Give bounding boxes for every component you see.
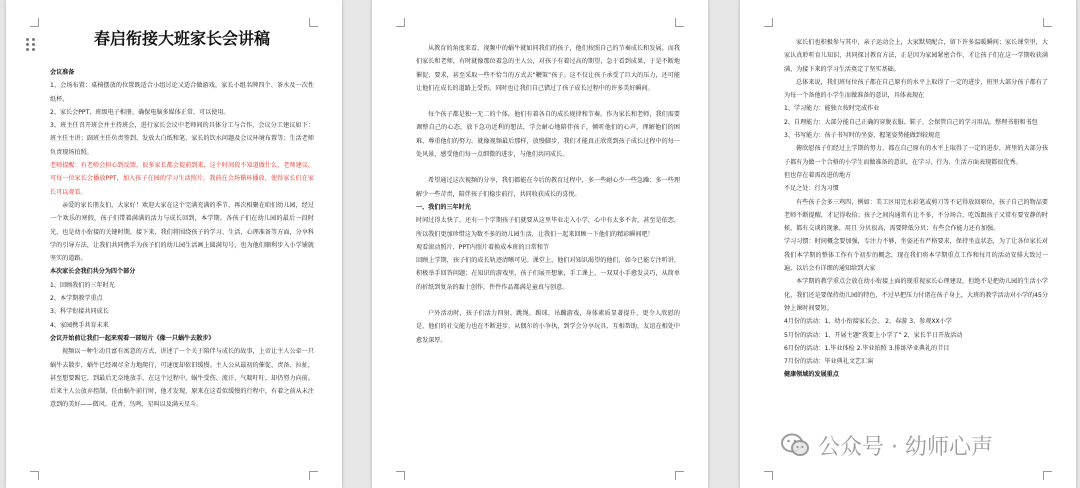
crop-mark [30, 471, 39, 480]
document-page-3 [740, 0, 1076, 488]
page-2-content [416, 42, 680, 476]
paragraph: 5月份的活动：1、开展主题“我要上小学了” 2、家长半日开放活动 [784, 331, 963, 339]
paragraph: 2、自理能力：大部分能自己正确的穿脱衣服、鞋子，会保管自己的学习用品，整理书册和书包 [784, 118, 1038, 126]
paragraph: 老师提醒：有老师会担心到反馈，很多家长都会提前到来，这个时间段不知道做什么，老师建议，可每一位家长会播放PPT，加入孩子在园的学习生活照片，我前在会场循环播放，使得家长们在家长可以观看。 [50, 162, 314, 196]
table-move-handle-icon[interactable] [26, 38, 36, 50]
crop-mark [764, 18, 773, 27]
page-2-body [416, 42, 680, 347]
section-heading: 会议开始前让我们一起来观看一部短片《像一只蜗牛去散步》 [50, 334, 215, 342]
paragraph: 学习习惯：时间概念要加强，专注力不够，坐姿还有严格要求，保持坐直状态，为了让各位家长对我们本学期的整体工作有个初步的概念，现在我们将本学期重点工作和每月的活动安排大致过一遍，以后会有详细的通知给到大家 [784, 238, 1048, 273]
crop-mark [396, 471, 405, 480]
crop-mark [309, 18, 318, 27]
crop-mark [396, 18, 405, 27]
paragraph: 希望通过这次视频的分享，我们都能在今后的教育过程中，多一些耐心少一些急躁；多一些理解少一些苛责，陪伴孩子们稳步前行，共同收获成长的喜悦。 [416, 177, 680, 198]
paragraph: 不足之处：行为习惯 [784, 185, 839, 193]
paragraph: 1、学习能力：能独立按时完成作业 [784, 105, 880, 113]
paragraph: 时间过得太快了，还有一个学期孩子们就要从这里毕业走入小学，心中有太多不舍，甚至是依恋，所以我们更加珍惜这为数不多的幼儿园生活，让我们一起来回顾一下他们的精彩瞬间吧！ [416, 217, 680, 238]
wechat-icon [780, 432, 810, 458]
paragraph: 4月份的活动：1、幼小衔接家长会、 2、春游 3、参观XX小学 [784, 318, 952, 326]
paragraph-spacer [416, 161, 680, 174]
paragraph-spacer [416, 294, 680, 307]
page-1-body [50, 66, 314, 412]
section-heading: 会议准备 [50, 69, 75, 76]
crop-mark [675, 18, 684, 27]
document-title: 春启衔接大班家长会讲稿 [93, 29, 270, 48]
paragraph: 亲爱的家长朋友们，大家好！欢迎大家在这个完满充满的季节，再次相聚在咱们幼儿园，经过一个欢乐的寒假，孩子们带着满满的活力与成长回到，本学期，各孩子们在幼儿园的最后一段时光，也是幼小衔接的关键时期，接下来，我们将围绕孩子的学习、生活、心理准备等方面，分享科学的引导方法，让我们共同携手为孩子们的幼儿园生活画上圆满句号，也为他们顺利步入小学铺就坚实的道路。 [50, 201, 314, 263]
page-3-body [784, 36, 1048, 382]
paragraph: 6月份的活动：1.毕业体检 2.毕业拍照 3.排练毕业典礼的节目 [784, 344, 950, 352]
paragraph: 从教育的角度来看，视频中的蜗牛就如同我们的孩子，他们按照自己的节奏成长和发展。而我们家长和老师，有时就像那位着急的主人公，对孩子有着过高的期望，急于看到成果，于是不断地催促、要求，甚至采取一些不恰当的方式去“鞭策”孩子。这不仅让孩子承受了巨大的压力，还可能让他们在成长的道路上受伤，同时也让我们自己错过了孩子成长过程中的许多美好瞬间。 [416, 45, 680, 92]
paragraph-spacer [416, 95, 680, 108]
paragraph: 观看滚动照片、PPT内照片着换成本班的日常和节 [416, 243, 549, 251]
paragraph: 家长们也积极参与其中，亲子运动会上，大家默契配合，留下许多温暖瞬间；家长课堂里，大家认真聆听育儿知识，共同探讨教育方法，正是因为家园紧密合作，才让孩子们在这一学期收获满满，为接下来的学习生活奠定了坚实基础。 [784, 39, 1048, 73]
paragraph: 3、班主任召开班会并主持班会，进行家长会议中老师间的具体分工与合作，会议分工建议如下：班主任主讲；副班主任负责签到、发放大白纸和笔、家长的饮水问题及会议环境布置等；生活老师负责现场拍照。 [50, 122, 314, 156]
paragraph: 有些孩子会多三鸡四，例如：美工区用完水彩笔或剪刀等不记得放回原位，孩子自己的物品要老师不断提醒，才记得收拾；孩子之间沟通常有让不多，不分场合，吃饭跟孩子又常有要安静的时候，都有交谈的现象，用且 分贝很高，需要降低分贝；有些会作能力还有加强。 [784, 198, 1048, 233]
document-page-1 [6, 0, 342, 488]
page-1-content [50, 28, 314, 476]
paragraph: 3、科学衔接共同成长 [50, 308, 109, 316]
paragraph: 总体来说，我们班每位孩子都在自己原有的水平上取得了一定的进步，班里大部分孩子都有了为每一个备他的小学生而做准备的意识，具体表现在 [784, 78, 1048, 100]
paragraph: 俯欣慰孩子们经过上学期的努力，都在自己原有的水平上取得了一定的进步，班里的大部分孩子都有为做一个合格的小学生而做准备的意识，在学习、行为、生活方面表现都很优秀。 [784, 145, 1048, 166]
paragraph: 3、书写能力：孩子书写时的坐姿、握笔姿势能做到较规范 [784, 132, 941, 140]
crop-mark [30, 18, 39, 27]
paragraph: 但也存在着需改进的地方 [784, 171, 852, 179]
paragraph: 2、家长会PPT、班级电子相册，确保电脑多媒体正常、可以使用。 [50, 108, 230, 116]
paragraph: 2、本学期教学重点 [50, 295, 103, 303]
crop-mark [764, 471, 773, 480]
paragraph: 回顾上学期，孩子们的成长轨迹清晰可见。课堂上，他们对知识渴望的他们，如今已能专注听讲，积极举手回答问题；在知识的游戏里，孩子们展开想象，手工课上，一双双小手愈发灵巧，从简单的折纸到复杂的黏土创作，件件作品都满是童真与创意。 [416, 257, 680, 291]
section-heading: 一、我们的三年时光 [416, 203, 471, 211]
paragraph: 1、会场布置：桌椅摆放的位置既适合小组讨论又适合做游戏，家长小组名牌四个、茶水及一次性纸杯。 [50, 82, 314, 103]
paragraph: 视频以一种生动且富有寓意的方式，讲述了一个关于陪伴与成长的故事，上帝让主人公牵一只蜗牛去散步，蜗牛已经竭尽全力地爬行，可速度却依旧缓慢。主人公从最初的催促、责备、拉扯，甚至想要踢它，到最后无奈地放手，在这个过程中，蜗牛受伤、流汗、气喘吁吁，却仍努力向前。后来主人公放弃控制，任由蜗牛前行时，他才发现，原来在这看似缓慢的行程中，有着之前从未注意到的美好——微风、花香、鸟鸣、星叫以及满天星斗。 [50, 348, 314, 409]
paragraph: 4、家园携手共育未来 [50, 321, 109, 329]
paragraph: 户外活动时，孩子们活力四射，跳绳、踢球、吊蹦游戏，身体素质显著提升，更令人欣慰的是，他们的社交能力也在不断进步，从偶尔的小争执，到学会分享玩具、互相帮助，友谊在相处中愈发深厚。 [416, 310, 680, 344]
watermark [780, 430, 993, 460]
section-heading: 本次家长会我们共分为四个部分 [50, 268, 136, 276]
document-page-2 [372, 0, 708, 488]
paragraph: 本学期的教学重点会放在幼小衔接上面的现重视家长心理建设，但绝不是把幼儿园的生活小学化，我们还是要保持幼儿园的特色，不过早把压力付诸在孩子身上，大班的教学活动对小学的45分钟上课时间要短。 [784, 278, 1048, 312]
paragraph: 1、回顾我们的三年时光 [50, 281, 115, 289]
crop-mark [1043, 18, 1052, 27]
section-heading: 健康领域的发展重点 [784, 371, 839, 379]
paragraph: 7月份的活动：毕业典礼文艺汇演 [784, 358, 874, 366]
paragraph: 每个孩子都是独一无二的个体，他们有着各自的成长规律和节奏。作为家长和老师，我们需要调整自己的心态，放下急功近利的想法，学会耐心地陪伴孩子，倾听他们的心声，理解他们的困难，尊重他们的努力。就像视频最后那样，放慢脚步，我们才能真正欣赏到孩子成长过程中的每一处风景，感受他们每一点细微的进步，与他们共同成长。 [416, 111, 680, 159]
watermark-text: 公众号 · 幼师心声 [818, 434, 993, 460]
page-3-content [784, 36, 1048, 476]
